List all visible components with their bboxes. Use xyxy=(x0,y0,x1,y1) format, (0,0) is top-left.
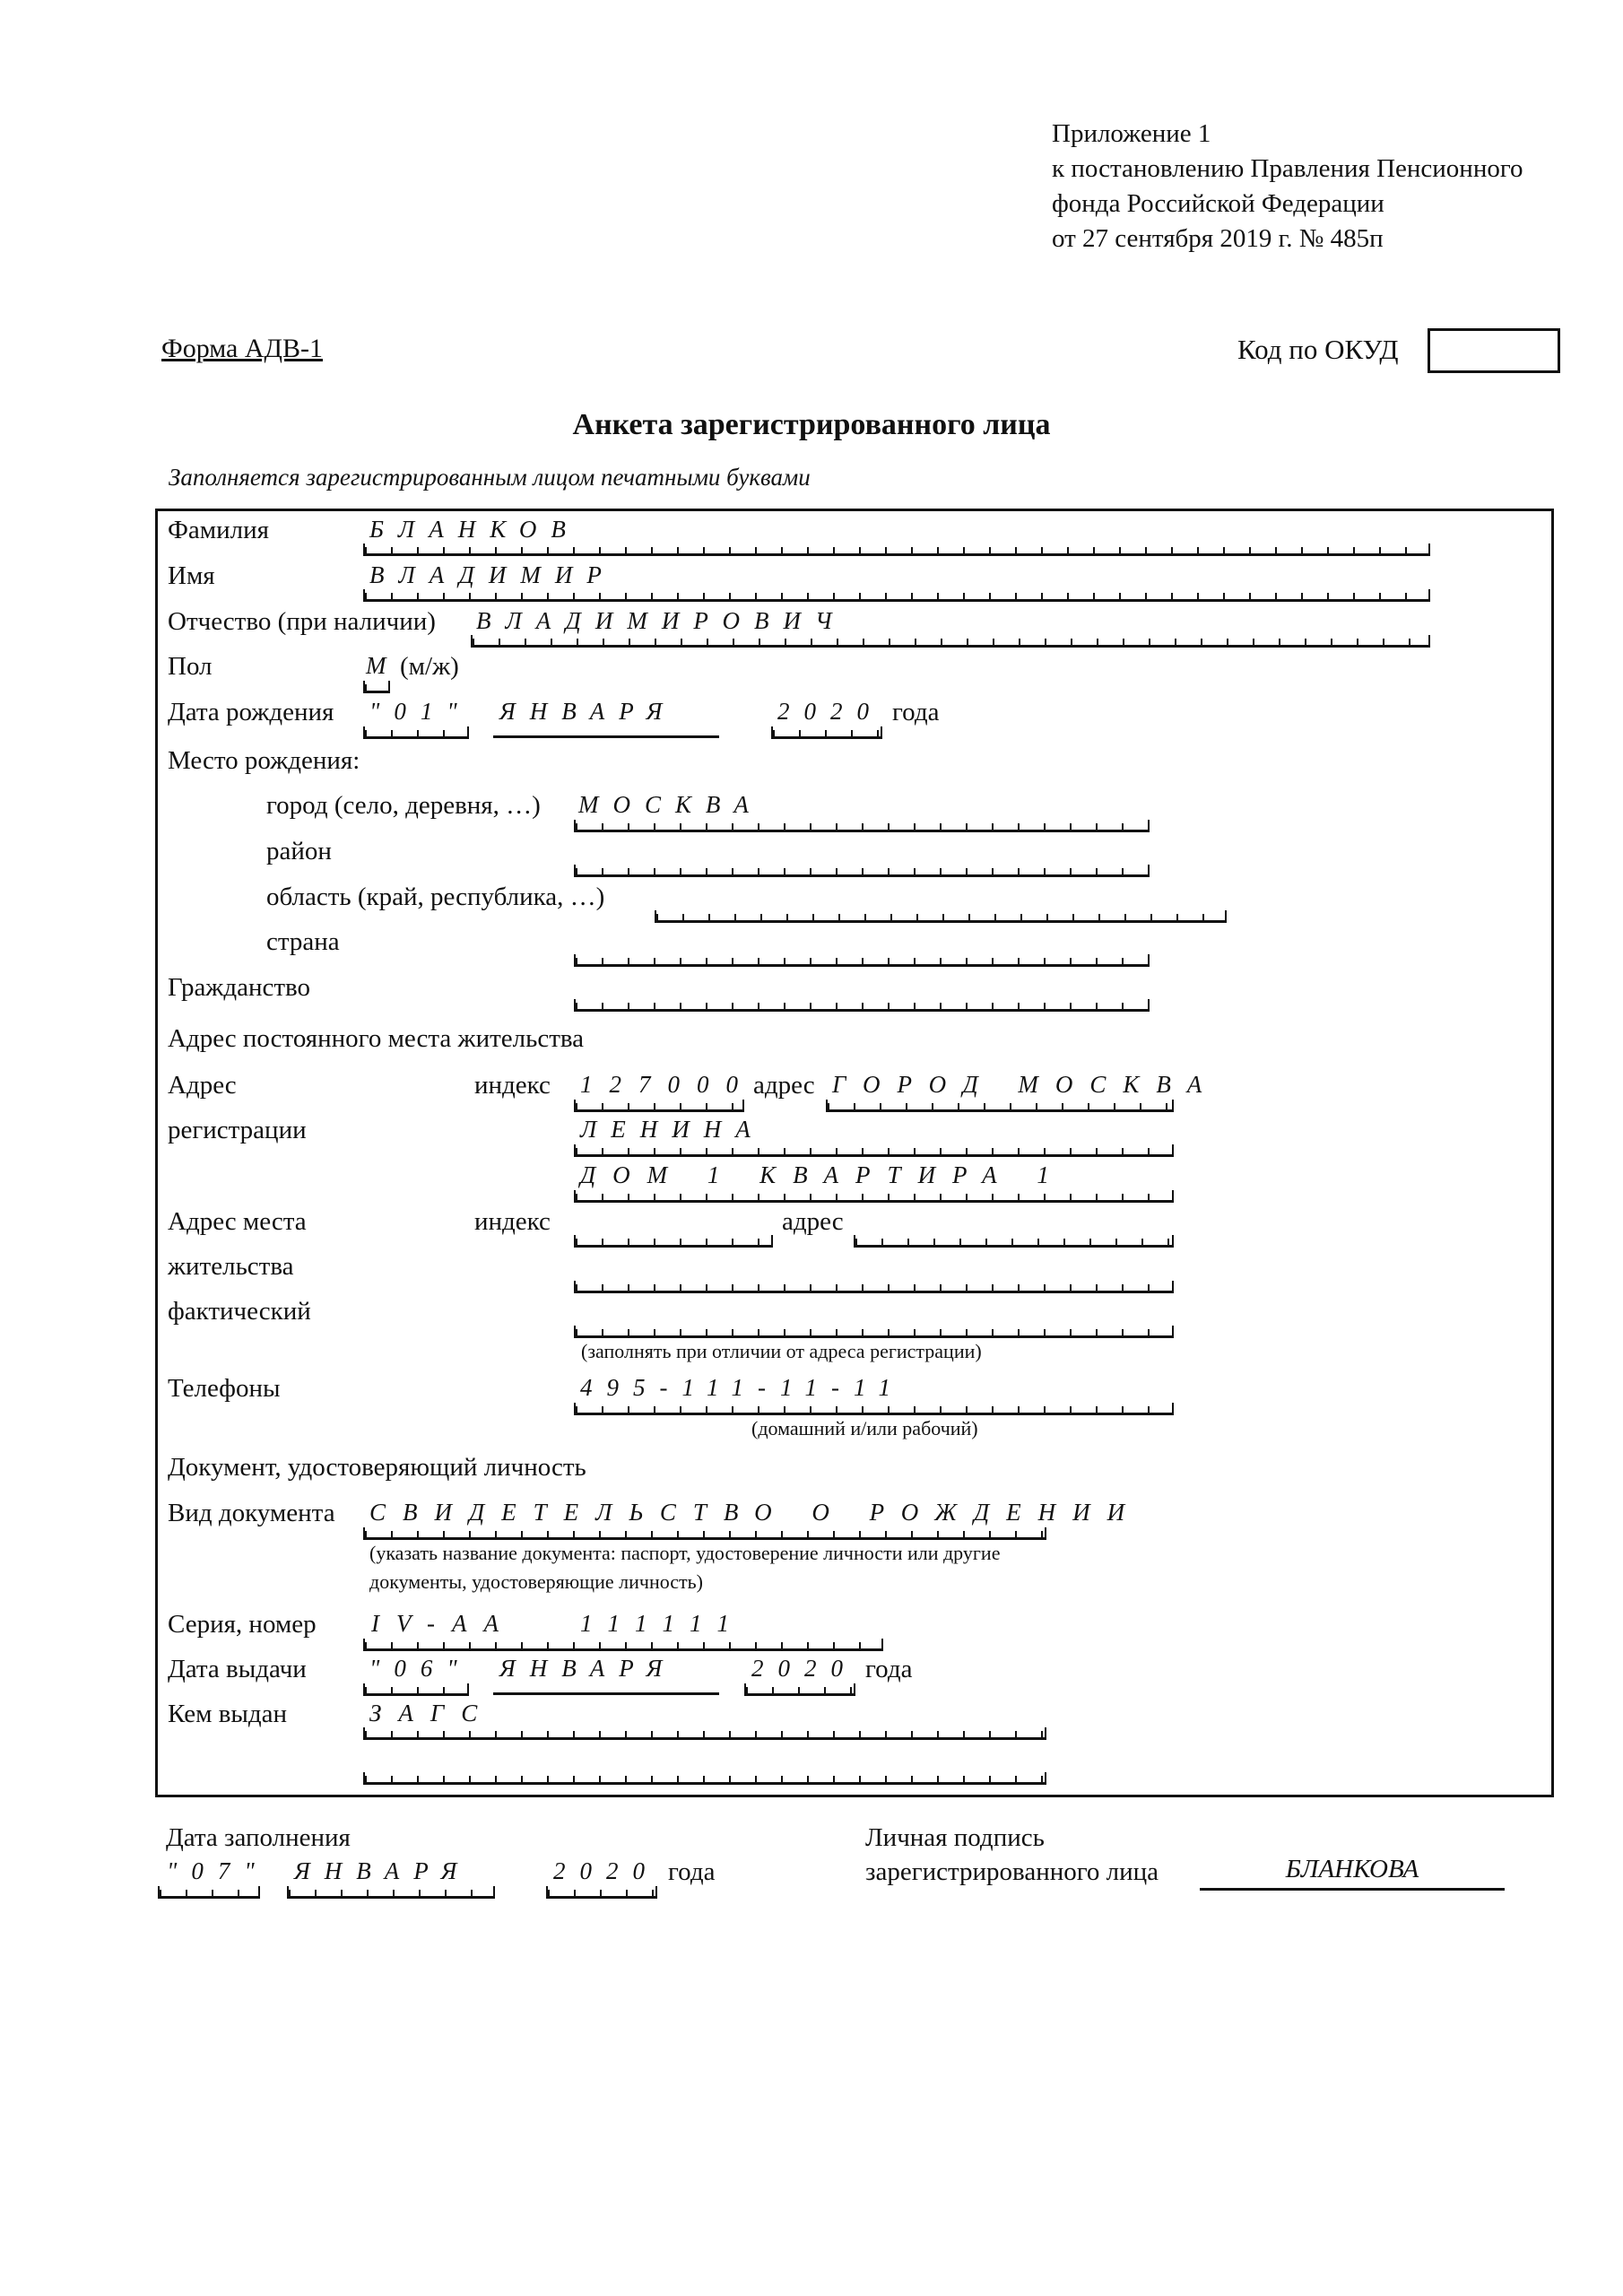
actual-address-line1-field[interactable] xyxy=(854,1235,1174,1248)
sex-field[interactable] xyxy=(363,681,390,693)
name-value: ВЛАДИМИР xyxy=(369,561,616,588)
patronymic-label: Отчество (при наличии) xyxy=(168,607,436,636)
birth-country-field[interactable] xyxy=(574,954,1150,967)
reg-index-field[interactable] xyxy=(574,1100,744,1112)
appendix-note xyxy=(1052,117,1523,257)
issue-date-label: Дата выдачи xyxy=(168,1655,307,1683)
appendix-line: Приложение 1 xyxy=(1052,119,1211,148)
fill-day-field[interactable] xyxy=(158,1886,260,1899)
fill-day-value: "07" xyxy=(167,1857,269,1884)
reg-address-line1-value: ГОРОД МОСКВА xyxy=(832,1071,1219,1098)
surname-field[interactable] xyxy=(363,544,1430,556)
birth-year-value: 2020 xyxy=(777,698,883,725)
actual-index-field[interactable] xyxy=(574,1235,773,1248)
citizenship-label: Гражданство xyxy=(168,973,311,1002)
actual-index-label: индекс xyxy=(474,1207,551,1236)
birth-city-value: МОСКВА xyxy=(578,791,763,818)
series-value: IV-АА xyxy=(371,1610,516,1637)
fill-year-value: 2020 xyxy=(553,1857,659,1884)
appendix-line: от 27 сентября 2019 г. № 485п xyxy=(1052,224,1384,253)
birth-day-field[interactable] xyxy=(363,726,469,739)
reg-address-label-2: регистрации xyxy=(168,1116,307,1144)
doc-type-note-1: (указать название документа: паспорт, удостоверение личности или другие xyxy=(369,1542,1001,1564)
doc-type-note-2: документы, удостоверяющие личность) xyxy=(369,1570,704,1593)
series-label: Серия, номер xyxy=(168,1610,317,1639)
actual-address-label-3: фактический xyxy=(168,1297,311,1326)
issued-by-field-2[interactable] xyxy=(363,1772,1046,1785)
actual-address-label-2: жительства xyxy=(168,1252,294,1281)
issue-month-field[interactable] xyxy=(493,1692,719,1695)
birth-day-value: "01" xyxy=(369,698,472,725)
birth-place-label: Место рождения: xyxy=(168,746,360,775)
actual-address-line2-field[interactable] xyxy=(574,1281,1174,1293)
fill-month-field[interactable] xyxy=(287,1886,495,1899)
reg-address-line1-field[interactable] xyxy=(826,1100,1174,1112)
series-number-field[interactable] xyxy=(363,1639,883,1651)
signature-label: Личная подпись xyxy=(865,1823,1045,1852)
sex-label: Пол xyxy=(168,652,213,681)
signature-field[interactable] xyxy=(1200,1888,1505,1891)
actual-address-inline-label: адрес xyxy=(782,1207,844,1236)
issue-day-field[interactable] xyxy=(363,1683,469,1696)
phones-note: (домашний и/или рабочий) xyxy=(751,1417,978,1439)
actual-address-note: (заполнять при отличии от адреса регистрации) xyxy=(581,1340,982,1362)
birth-city-field[interactable] xyxy=(574,820,1150,832)
residence-header: Адрес постоянного места жительства xyxy=(168,1024,585,1053)
phones-label: Телефоны xyxy=(168,1374,281,1403)
okud-code-field[interactable] xyxy=(1428,328,1560,373)
signature-label-2: зарегистрированного лица xyxy=(865,1857,1159,1886)
reg-index-label: индекс xyxy=(474,1071,551,1100)
appendix-line: фонда Российской Федерации xyxy=(1052,189,1384,218)
patronymic-field[interactable] xyxy=(471,635,1430,648)
birth-district-label: район xyxy=(266,837,332,865)
reg-address-inline-label: адрес xyxy=(753,1071,815,1100)
phones-field[interactable] xyxy=(574,1403,1174,1415)
birth-year-suffix: года xyxy=(892,698,940,726)
birth-date-label: Дата рождения xyxy=(168,698,334,726)
reg-address-line3-value: ДОМ 1 КВАРТИРА 1 xyxy=(580,1161,1066,1188)
issued-by-value: ЗАГС xyxy=(369,1700,495,1726)
page-title: Анкета зарегистрированного лица xyxy=(572,408,1051,441)
birth-region-field[interactable] xyxy=(655,910,1227,923)
fill-year-field[interactable] xyxy=(546,1886,657,1899)
surname-value: БЛАНКОВ xyxy=(369,516,580,543)
form-name: Форма АДВ-1 xyxy=(161,334,323,363)
reg-address-line2-value: ЛЕНИНА xyxy=(580,1116,765,1143)
issue-day-value: "06" xyxy=(369,1655,472,1682)
number-value: 111111 xyxy=(580,1610,746,1637)
surname-label: Фамилия xyxy=(168,516,269,544)
birth-region-label: область (край, республика, …) xyxy=(266,883,605,911)
reg-index-value: 127000 xyxy=(580,1071,755,1098)
reg-address-line3-field[interactable] xyxy=(574,1190,1174,1203)
birth-city-label: город (село, деревня, …) xyxy=(266,791,541,820)
birth-month-field[interactable] xyxy=(493,735,719,738)
actual-address-label: Адрес места xyxy=(168,1207,307,1236)
name-label: Имя xyxy=(168,561,215,590)
issue-year-value: 2020 xyxy=(751,1655,857,1682)
doc-type-value: СВИДЕТЕЛЬСТВО О РОЖДЕНИИ xyxy=(369,1499,1142,1526)
reg-address-line2-field[interactable] xyxy=(574,1144,1174,1157)
actual-address-line3-field[interactable] xyxy=(574,1326,1174,1338)
issue-year-field[interactable] xyxy=(744,1683,855,1696)
fill-year-suffix: года xyxy=(668,1857,716,1886)
reg-address-label: Адрес xyxy=(168,1071,237,1100)
fill-date-label: Дата заполнения xyxy=(166,1823,351,1852)
birth-month-value: ЯНВАРЯ xyxy=(499,698,677,725)
sex-hint: (м/ж) xyxy=(400,652,459,681)
doc-type-label: Вид документа xyxy=(168,1499,335,1527)
appendix-line: к постановлению Правления Пенсионного xyxy=(1052,154,1523,183)
birth-year-field[interactable] xyxy=(771,726,882,739)
phones-value: 495-111-11-11 xyxy=(580,1374,905,1401)
issue-year-suffix: года xyxy=(865,1655,913,1683)
signature-value: БЛАНКОВА xyxy=(1285,1855,1419,1883)
id-document-header: Документ, удостоверяющий личность xyxy=(168,1453,586,1482)
issued-by-label: Кем выдан xyxy=(168,1700,288,1728)
birth-country-label: страна xyxy=(266,927,340,956)
okud-label: Код по ОКУД xyxy=(1237,334,1399,365)
fill-month-value: ЯНВАРЯ xyxy=(294,1857,472,1884)
page-subtitle: Заполняется зарегистрированным лицом печатными буквами xyxy=(169,464,811,491)
issue-month-value: ЯНВАРЯ xyxy=(499,1655,677,1682)
patronymic-value: ВЛАДИМИРОВИЧ xyxy=(476,607,846,634)
issued-by-field[interactable] xyxy=(363,1727,1046,1740)
name-field[interactable] xyxy=(363,589,1430,602)
birth-district-field[interactable] xyxy=(574,865,1150,877)
sex-value: М xyxy=(366,652,401,679)
doc-type-field[interactable] xyxy=(363,1527,1046,1540)
citizenship-field[interactable] xyxy=(574,999,1150,1012)
